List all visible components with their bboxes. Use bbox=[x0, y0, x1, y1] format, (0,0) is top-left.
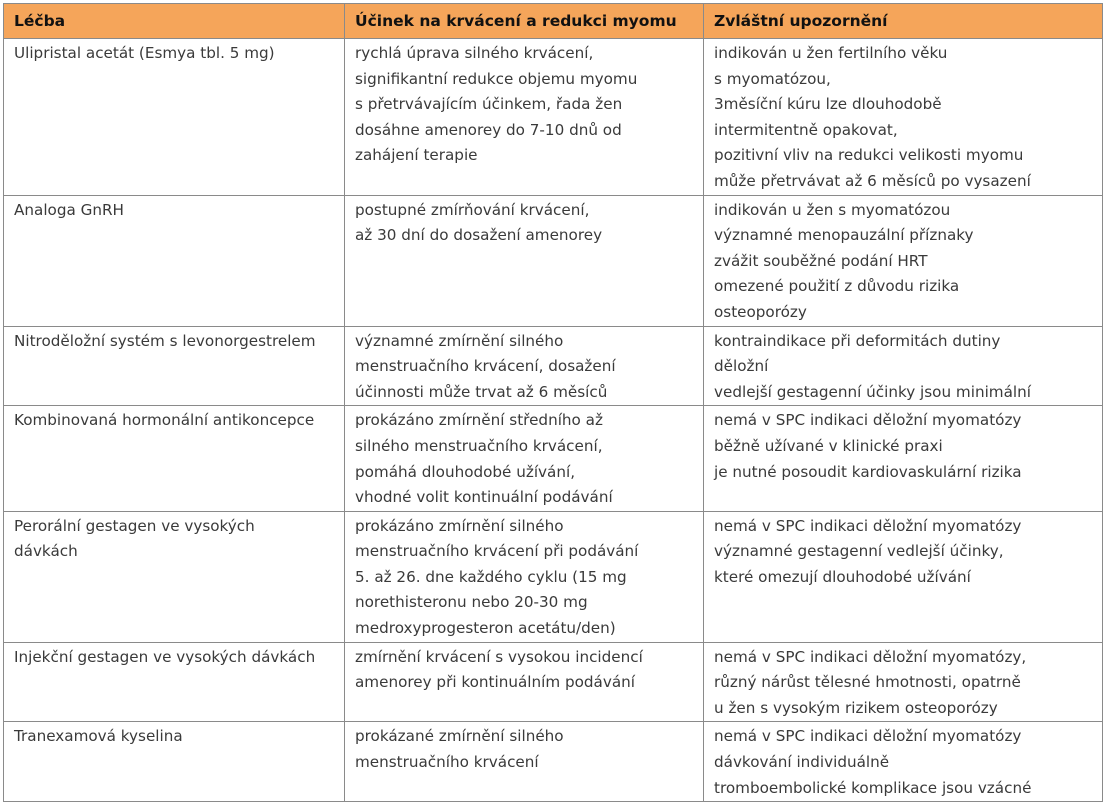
cell-line: které omezují dlouhodobé užívání bbox=[714, 567, 971, 586]
cell-line: Analoga GnRH bbox=[14, 200, 124, 219]
cell-line: signifikantní redukce objemu myomu bbox=[355, 69, 638, 88]
cell-line: 5. až 26. dne každého cyklu (15 mg bbox=[355, 567, 627, 586]
cell-line: medroxyprogesteron acetátu/den) bbox=[355, 619, 616, 638]
cell-line: různý nárůst tělesné hmotnosti, opatrně bbox=[714, 673, 1021, 692]
cell-effect bbox=[345, 406, 704, 511]
cell-line: rychlá úprava silného krvácení, bbox=[355, 44, 594, 62]
cell-line: vhodné volit kontinuální podávání bbox=[355, 488, 613, 507]
cell-line: postupné zmírňování krvácení, bbox=[355, 200, 590, 219]
cell-line: běžně užívané v klinické praxi bbox=[714, 436, 943, 455]
cell-effect bbox=[345, 195, 704, 326]
header-notes: Zvláštní upozornění bbox=[704, 4, 1103, 39]
cell-treatment bbox=[4, 326, 345, 406]
cell-line: může přetrvávat až 6 měsíců po vysazení bbox=[714, 171, 1031, 190]
cell-line: vedlejší gestagenní účinky jsou minimální bbox=[714, 382, 1031, 401]
cell-line: indikován u žen fertilního věku bbox=[714, 44, 948, 62]
table-row bbox=[4, 511, 1103, 642]
cell-effect bbox=[345, 326, 704, 406]
cell-line: nemá v SPC indikaci děložní myomatózy bbox=[714, 411, 1022, 430]
cell-line: významné zmírnění silného bbox=[355, 331, 564, 350]
cell-notes bbox=[704, 195, 1103, 326]
cell-line: kontraindikace při deformitách dutiny bbox=[714, 331, 1001, 350]
cell-line: menstruačního krvácení, dosažení bbox=[355, 357, 616, 376]
cell-line: prokázané zmírnění silného bbox=[355, 727, 564, 746]
cell-line: menstruačního krvácení při podávání bbox=[355, 542, 639, 561]
table-row bbox=[4, 195, 1103, 326]
cell-line: omezené použití z důvodu rizika bbox=[714, 277, 960, 296]
cell-line: pozitivní vliv na redukci velikosti myomu bbox=[714, 146, 1024, 165]
cell-notes bbox=[704, 511, 1103, 642]
header-treatment: Léčba bbox=[4, 4, 345, 39]
cell-effect bbox=[345, 39, 704, 196]
cell-line: zahájení terapie bbox=[355, 146, 478, 165]
header-effect: Účinek na krvácení a redukci myomu bbox=[345, 4, 704, 39]
cell-line: silného menstruačního krvácení, bbox=[355, 436, 603, 455]
cell-line: amenorey při kontinuálním podávání bbox=[355, 673, 635, 692]
table-row bbox=[4, 406, 1103, 511]
cell-line: s myomatózou, bbox=[714, 69, 831, 88]
cell-line: tromboembolické komplikace jsou vzácné bbox=[714, 778, 1032, 797]
cell-line: Injekční gestagen ve vysokých dávkách bbox=[14, 647, 316, 666]
cell-line: děložní bbox=[714, 357, 769, 376]
cell-treatment bbox=[4, 511, 345, 642]
table-body bbox=[4, 39, 1103, 802]
cell-notes bbox=[704, 39, 1103, 196]
cell-treatment bbox=[4, 195, 345, 326]
cell-line: s přetrvávajícím účinkem, řada žen bbox=[355, 95, 623, 114]
cell-treatment bbox=[4, 642, 345, 722]
cell-line: významné menopauzální příznaky bbox=[714, 226, 974, 245]
table-row bbox=[4, 326, 1103, 406]
cell-line: intermitentně opakovat, bbox=[714, 120, 898, 139]
table-row bbox=[4, 722, 1103, 802]
cell-line: Kombinovaná hormonální antikoncepce bbox=[14, 411, 315, 430]
cell-line: nemá v SPC indikaci děložní myomatózy bbox=[714, 727, 1022, 746]
cell-line: Ulipristal acetát (Esmya tbl. 5 mg) bbox=[14, 44, 275, 62]
cell-line: Tranexamová kyselina bbox=[14, 727, 183, 746]
cell-notes bbox=[704, 406, 1103, 511]
cell-line: 3měsíční kúru lze dlouhodobě bbox=[714, 95, 942, 114]
cell-line: je nutné posoudit kardiovaskulární rizika bbox=[714, 462, 1022, 481]
cell-line: nemá v SPC indikaci děložní myomatózy, bbox=[714, 647, 1027, 666]
cell-notes bbox=[704, 722, 1103, 802]
cell-line: dosáhne amenorey do 7-10 dnů od bbox=[355, 120, 622, 139]
cell-treatment bbox=[4, 722, 345, 802]
cell-notes bbox=[704, 326, 1103, 406]
cell-effect bbox=[345, 511, 704, 642]
cell-treatment bbox=[4, 406, 345, 511]
table-row bbox=[4, 642, 1103, 722]
table-row bbox=[4, 39, 1103, 196]
cell-line: indikován u žen s myomatózou bbox=[714, 200, 951, 219]
cell-line: účinnosti může trvat až 6 měsíců bbox=[355, 382, 608, 401]
cell-effect bbox=[345, 722, 704, 802]
cell-line: nemá v SPC indikaci děložní myomatózy bbox=[714, 516, 1022, 535]
cell-line: zvážit souběžné podání HRT bbox=[714, 251, 928, 270]
cell-line: pomáhá dlouhodobé užívání, bbox=[355, 462, 576, 481]
cell-line: Nitroděložní systém s levonorgestrelem bbox=[14, 331, 316, 350]
cell-line: prokázáno zmírnění silného bbox=[355, 516, 564, 535]
cell-line: osteoporózy bbox=[714, 302, 807, 321]
treatment-table bbox=[3, 3, 1103, 802]
cell-line: dávkách bbox=[14, 542, 78, 561]
treatment-table-container bbox=[3, 3, 1103, 802]
cell-line: významné gestagenní vedlejší účinky, bbox=[714, 542, 1004, 561]
cell-line: Perorální gestagen ve vysokých bbox=[14, 516, 255, 535]
header-row bbox=[4, 4, 1103, 39]
cell-line: prokázáno zmírnění středního až bbox=[355, 411, 603, 430]
cell-treatment bbox=[4, 39, 345, 196]
cell-line: dávkování individuálně bbox=[714, 753, 890, 772]
cell-line: zmírnění krvácení s vysokou incidencí bbox=[355, 647, 643, 666]
cell-line: norethisteronu nebo 20-30 mg bbox=[355, 593, 588, 612]
cell-notes bbox=[704, 642, 1103, 722]
cell-line: až 30 dní do dosažení amenorey bbox=[355, 226, 603, 245]
cell-line: u žen s vysokým rizikem osteoporózy bbox=[714, 698, 998, 717]
cell-effect bbox=[345, 642, 704, 722]
cell-line: menstruačního krvácení bbox=[355, 753, 539, 772]
